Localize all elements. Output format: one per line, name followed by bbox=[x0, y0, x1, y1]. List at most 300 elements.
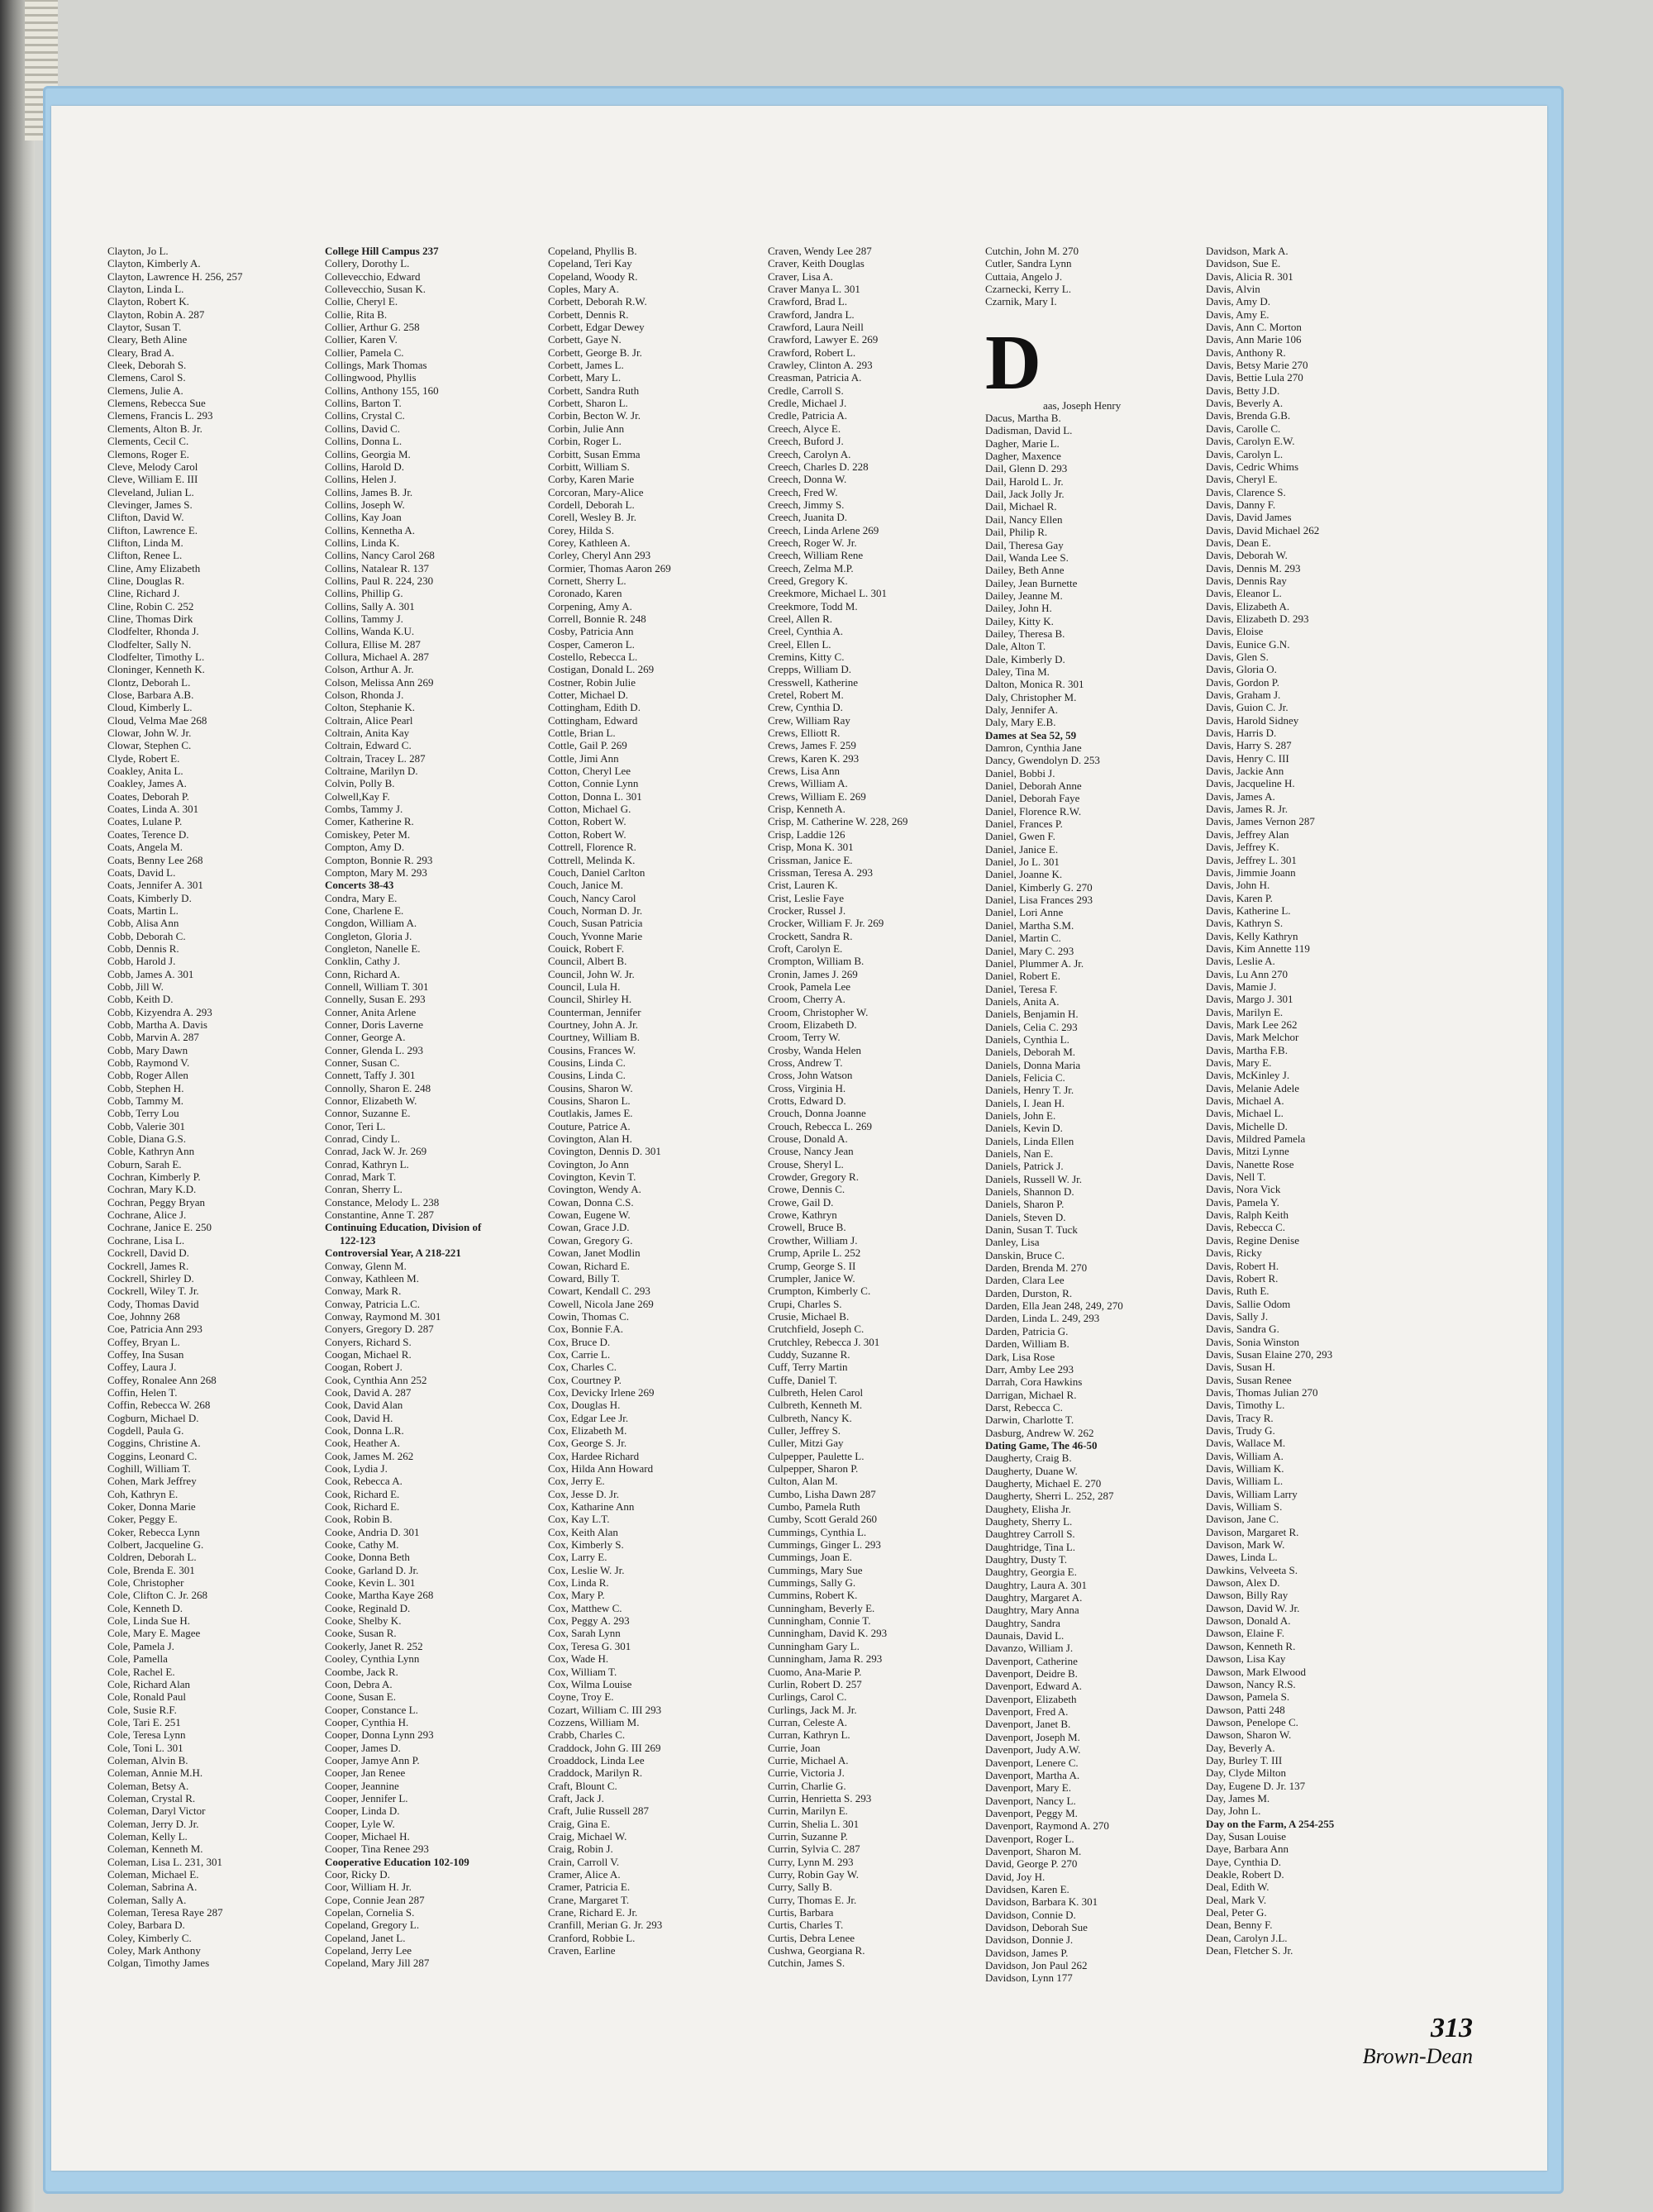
index-entry: Coleman, Alvin B. bbox=[107, 1753, 188, 1766]
index-entry: Cottle, Brian L. bbox=[548, 727, 616, 740]
index-entry: Crump, George S. II bbox=[768, 1259, 856, 1272]
index-entry: Davenport, Catherine bbox=[985, 1654, 1078, 1667]
index-entry: Davenport, Elizabeth bbox=[985, 1692, 1077, 1705]
index-entry: Culbreth, Kenneth M. bbox=[768, 1399, 863, 1412]
index-entry: Cottle, Jimi Ann bbox=[548, 751, 619, 765]
index-entry: Cox, Charles C. bbox=[548, 1361, 617, 1374]
index-entry: Cobb, Martha A. Davis bbox=[107, 1018, 207, 1031]
index-entry: Davenport, Roger L. bbox=[985, 1832, 1074, 1845]
index-entry: Davis, Eloise bbox=[1206, 625, 1264, 638]
index-entry: Credle, Carroll S. bbox=[768, 384, 844, 397]
index-entry: Davis, David Michael 262 bbox=[1206, 523, 1320, 536]
index-entry: Collins, Nancy Carol 268 bbox=[325, 549, 435, 562]
index-entry: Cobb, Marvin A. 287 bbox=[107, 1031, 199, 1044]
index-entry: Davis, Michael A. bbox=[1206, 1094, 1284, 1108]
index-entry: Cockrell, David D. bbox=[107, 1247, 189, 1260]
index-entry: Darden, William B. bbox=[985, 1337, 1069, 1351]
index-entry: Crosby, Wanda Helen bbox=[768, 1043, 862, 1056]
index-entry: Cummings, Mary Sue bbox=[768, 1563, 863, 1576]
index-entry: Daniels, Steven D. bbox=[985, 1210, 1066, 1223]
index-entry: Cloud, Kimberly L. bbox=[107, 701, 193, 714]
index-entry: Davidson, Connie D. bbox=[985, 1908, 1076, 1921]
index-entry: Cushwa, Georgiana R. bbox=[768, 1944, 865, 1957]
index-entry: Daniel, Joanne K. bbox=[985, 868, 1063, 881]
index-entry: Collery, Dorothy L. bbox=[325, 257, 410, 270]
index-entry: Cooke, Kevin L. 301 bbox=[325, 1576, 416, 1590]
index-entry: Colwell,Kay F. bbox=[325, 789, 390, 803]
index-entry: Davis, Sonia Winston bbox=[1206, 1335, 1299, 1348]
index-entry: Coleman, Jerry D. Jr. bbox=[107, 1817, 199, 1830]
index-entry: Davenport, Peggy M. bbox=[985, 1806, 1078, 1819]
index-entry: Curry, Lynn M. 293 bbox=[768, 1855, 854, 1868]
index-entry: Collura, Ellise M. 287 bbox=[325, 637, 421, 651]
index-entry: Davis, Thomas Julian 270 bbox=[1206, 1385, 1318, 1399]
index-entry: Creech, Donna W. bbox=[768, 473, 847, 486]
index-entry: Connett, Taffy J. 301 bbox=[325, 1069, 416, 1082]
index-entry: Clemens, Rebecca Sue bbox=[107, 397, 206, 410]
page-number: 313 bbox=[1431, 2013, 1473, 2043]
index-entry: Coble, Diana G.S. bbox=[107, 1132, 186, 1146]
index-entry: Daugherty, Craig B. bbox=[985, 1452, 1072, 1465]
index-entry: Creel, Cynthia A. bbox=[768, 625, 843, 638]
index-entry: Covington, Dennis D. 301 bbox=[548, 1145, 661, 1158]
index-entry: Clifton, Renee L. bbox=[107, 549, 183, 562]
index-entry: Cooley, Cynthia Lynn bbox=[325, 1652, 420, 1666]
index-entry: Coker, Rebecca Lynn bbox=[107, 1525, 200, 1538]
index-entry: Corbett, Sandra Ruth bbox=[548, 384, 640, 397]
index-entry: Daughtridge, Tina L. bbox=[985, 1540, 1076, 1553]
index-entry: Coombe, Jack R. bbox=[325, 1665, 398, 1678]
index-entry: Davis, Betsy Marie 270 bbox=[1206, 359, 1308, 372]
index-entry: Coats, David L. bbox=[107, 865, 176, 879]
index-entry: Craig, Robin J. bbox=[548, 1843, 613, 1856]
index-entry: Cummings, Ginger L. 293 bbox=[768, 1538, 881, 1552]
index-entry: Craft, Blount C. bbox=[548, 1779, 617, 1792]
index-entry: Conner, Susan C. bbox=[325, 1056, 400, 1069]
index-entry: Day, Clyde Milton bbox=[1206, 1766, 1287, 1780]
index-entry: Clemens, Julie A. bbox=[107, 384, 183, 397]
index-entry: Coats, Angela M. bbox=[107, 841, 183, 854]
index-entry: Crumpler, Janice W. bbox=[768, 1271, 855, 1285]
index-entry: Craft, Jack J. bbox=[548, 1791, 604, 1804]
index-entry: Collins, Wanda K.U. bbox=[325, 625, 415, 638]
index-entry: Conner, George A. bbox=[325, 1031, 406, 1044]
index-entry: Constantine, Anne T. 287 bbox=[325, 1208, 435, 1222]
index-entry: Cooper, Lyle W. bbox=[325, 1817, 395, 1830]
index-entry: Coe, Johnny 268 bbox=[107, 1309, 180, 1323]
index-entry: Cloninger, Kenneth K. bbox=[107, 663, 205, 676]
index-entry: Davis, Susan Renee bbox=[1206, 1373, 1292, 1386]
index-entry: Conway, Raymond M. 301 bbox=[325, 1309, 441, 1323]
index-entry: Crawford, Laura Neill bbox=[768, 321, 864, 334]
index-entry: Daughety, Sherry L. bbox=[985, 1514, 1073, 1528]
index-entry: Dailey, John H. bbox=[985, 602, 1052, 615]
index-entry: Cox, Teresa G. 301 bbox=[548, 1639, 631, 1652]
index-entry: Daughtry, Mary Anna bbox=[985, 1604, 1079, 1617]
index-entry: Conyers, Gregory D. 287 bbox=[325, 1323, 434, 1336]
index-entry: Cuttaia, Angelo J. bbox=[985, 269, 1063, 283]
index-entry: Council, John W. Jr. bbox=[548, 967, 635, 980]
index-entry: Davis, Pamela Y. bbox=[1206, 1195, 1279, 1208]
index-entry: Coon, Debra A. bbox=[325, 1677, 393, 1690]
index-entry: Cunningham, David K. 293 bbox=[768, 1627, 888, 1640]
index-entry: Cobb, Raymond V. bbox=[107, 1056, 190, 1069]
index-entry: Corbett, Deborah R.W. bbox=[548, 295, 647, 308]
index-entry: Craver, Lisa A. bbox=[768, 269, 833, 283]
index-entry: Compton, Mary M. 293 bbox=[325, 865, 427, 879]
index-entry: Clayton, Jo L. bbox=[107, 245, 169, 257]
index-entry: Cox, Wilma Louise bbox=[548, 1677, 632, 1690]
index-entry: Coggins, Leonard C. bbox=[107, 1449, 198, 1462]
index-entry: Cox, Kimberly S. bbox=[548, 1538, 624, 1552]
index-entry: Coats, Martin L. bbox=[107, 903, 179, 917]
index-entry: Cox, Carrie L. bbox=[548, 1347, 611, 1361]
index-entry: Cross, Virginia H. bbox=[768, 1081, 846, 1094]
index-entry: Clowar, Stephen C. bbox=[107, 739, 192, 752]
index-entry: Cleary, Brad A. bbox=[107, 346, 174, 359]
index-entry: Crump, Aprile L. 252 bbox=[768, 1247, 861, 1260]
index-entry: Conner, Anita Arlene bbox=[325, 1005, 417, 1018]
index-entry: Davis, Jeffrey L. 301 bbox=[1206, 853, 1297, 866]
index-entry: Daniels, Donna Maria bbox=[985, 1058, 1081, 1071]
index-entry: Constance, Melody L. 238 bbox=[325, 1195, 440, 1208]
index-entry: Conway, Glenn M. bbox=[325, 1259, 407, 1272]
index-entry: Crutchfield, Joseph C. bbox=[768, 1323, 865, 1336]
index-entry: Curran, Kathryn L. bbox=[768, 1728, 850, 1742]
index-entry: Davis, Karen P. bbox=[1206, 891, 1273, 904]
index-entry: Cline, Douglas R. bbox=[107, 574, 185, 587]
index-entry: Coone, Susan E. bbox=[325, 1690, 396, 1704]
index-entry: Daniels, Cynthia L. bbox=[985, 1032, 1069, 1046]
index-entry: Davis, Betty J.D. bbox=[1206, 384, 1280, 397]
index-entry: Davis, Elizabeth D. 293 bbox=[1206, 612, 1309, 625]
index-entry: College Hill Campus 237 bbox=[325, 245, 439, 257]
index-entry: Davis, Martha F.B. bbox=[1206, 1043, 1288, 1056]
index-entry: Cowan, Gregory G. bbox=[548, 1233, 633, 1247]
index-entry: Cochran, Kimberly P. bbox=[107, 1170, 201, 1184]
index-entry: Davis, Dennis Ray bbox=[1206, 574, 1287, 587]
index-entry: Cox, George S. Jr. bbox=[548, 1437, 627, 1450]
index-entry: Daniels, Celia C. 293 bbox=[985, 1020, 1078, 1033]
index-entry: Cousins, Linda C. bbox=[548, 1056, 626, 1069]
index-entry: Cormier, Thomas Aaron 269 bbox=[548, 561, 671, 574]
index-entry: Dail, Jack Jolly Jr. bbox=[985, 488, 1065, 501]
index-entry: Davis, Brenda G.B. bbox=[1206, 409, 1291, 422]
index-entry: Crew, William Ray bbox=[768, 713, 850, 727]
index-entry: Collins, Crystal C. bbox=[325, 409, 405, 422]
index-entry: Conner, Doris Laverne bbox=[325, 1018, 423, 1031]
index-entry: Collins, Joseph W. bbox=[325, 498, 405, 511]
index-entry: Cox, Katharine Ann bbox=[548, 1500, 635, 1514]
index-entry: Czarnecki, Kerry L. bbox=[985, 283, 1071, 296]
index-entry: Crowe, Gail D. bbox=[768, 1195, 834, 1208]
index-entry: Cowan, Donna C.S. bbox=[548, 1195, 634, 1208]
index-entry: Crew, Cynthia D. bbox=[768, 701, 843, 714]
index-entry: Davis, Susan H. bbox=[1206, 1361, 1275, 1374]
index-entry: Cobb, Jill W. bbox=[107, 980, 164, 993]
index-entry: Cox, Kay L.T. bbox=[548, 1513, 610, 1526]
index-entry: Compton, Amy D. bbox=[325, 841, 405, 854]
index-entry: Copeland, Phyllis B. bbox=[548, 245, 637, 257]
index-entry: Davis, Nora Vick bbox=[1206, 1183, 1281, 1196]
index-entry: Coley, Mark Anthony bbox=[107, 1944, 201, 1957]
index-entry: Cuffe, Daniel T. bbox=[768, 1373, 837, 1386]
index-entry: Cousins, Linda C. bbox=[548, 1069, 626, 1082]
index-column-1 bbox=[107, 245, 243, 1970]
index-entry: Coleman, Annie M.H. bbox=[107, 1766, 203, 1780]
index-entry: Conyers, Richard S. bbox=[325, 1335, 412, 1348]
index-entry: Costner, Robin Julie bbox=[548, 675, 636, 689]
index-entry: Davenport, Judy A.W. bbox=[985, 1743, 1081, 1757]
index-entry: Daughtry, Sandra bbox=[985, 1616, 1060, 1629]
index-entry: Davis, Guion C. Jr. bbox=[1206, 701, 1289, 714]
index-entry: Corbin, Roger L. bbox=[548, 435, 622, 448]
index-entry: Cozzens, William M. bbox=[548, 1715, 640, 1728]
index-entry: Cunningham Gary L. bbox=[768, 1639, 860, 1652]
index-entry: Cowan, Richard E. bbox=[548, 1259, 630, 1272]
index-entry: Dail, Wanda Lee S. bbox=[985, 551, 1069, 564]
index-entry: Day, Burley T. III bbox=[1206, 1753, 1283, 1766]
index-entry: Copeland, Janet L. bbox=[325, 1931, 406, 1944]
index-entry: Collie, Cheryl E. bbox=[325, 295, 398, 308]
index-entry: Darden, Ella Jean 248, 249, 270 bbox=[985, 1299, 1123, 1313]
index-entry: Cranfill, Merian G. Jr. 293 bbox=[548, 1919, 663, 1932]
index-entry: Davis, Henry C. III bbox=[1206, 751, 1289, 765]
index-entry: Cooper, Donna Lynn 293 bbox=[325, 1728, 434, 1742]
index-entry: Collings, Mark Thomas bbox=[325, 359, 427, 372]
index-entry: Davidson, Deborah Sue bbox=[985, 1920, 1088, 1933]
index-entry: Dailey, Beth Anne bbox=[985, 564, 1065, 577]
index-entry: Collie, Rita B. bbox=[325, 307, 388, 321]
index-entry: Cook, Richard E. bbox=[325, 1487, 400, 1500]
index-entry: Davis, Gloria O. bbox=[1206, 663, 1277, 676]
index-entry: Cosper, Cameron L. bbox=[548, 637, 635, 651]
index-entry: Coates, Lulane P. bbox=[107, 815, 183, 828]
index-entry: Crusie, Michael B. bbox=[768, 1309, 850, 1323]
index-entry: Connolly, Sharon E. 248 bbox=[325, 1081, 431, 1094]
index-entry: Cottingham, Edith D. bbox=[548, 701, 641, 714]
index-entry: Coats, Jennifer A. 301 bbox=[107, 879, 203, 892]
index-entry: Davis, Mark Lee 262 bbox=[1206, 1018, 1298, 1031]
index-entry: Currie, Joan bbox=[768, 1741, 821, 1754]
index-entry: Credle, Patricia A. bbox=[768, 409, 848, 422]
index-entry: Cox, Jerry E. bbox=[548, 1475, 605, 1488]
index-entry: Dagher, Marie L. bbox=[985, 436, 1060, 450]
book-binding bbox=[0, 0, 35, 2212]
index-entry: Conrad, Mark T. bbox=[325, 1170, 397, 1184]
index-entry: Daughtry, Margaret A. bbox=[985, 1591, 1083, 1604]
index-entry: Davis, Regine Denise bbox=[1206, 1233, 1300, 1247]
index-entry: Crawley, Clinton A. 293 bbox=[768, 359, 873, 372]
index-entry: Cross, Andrew T. bbox=[768, 1056, 843, 1069]
index-entry: Corbett, Gaye N. bbox=[548, 333, 622, 346]
index-entry: Cox, Courtney P. bbox=[548, 1373, 622, 1386]
index-entry: Cole, Kenneth D. bbox=[107, 1601, 183, 1614]
index-entry: Cox, Hilda Ann Howard bbox=[548, 1462, 654, 1475]
index-entry: Creel, Ellen L. bbox=[768, 637, 831, 651]
index-entry: Culpepper, Paulette L. bbox=[768, 1449, 865, 1462]
index-entry: Couick, Robert F. bbox=[548, 942, 625, 955]
index-entry: Conner, Glenda L. 293 bbox=[325, 1043, 423, 1056]
index-entry: Cogburn, Michael D. bbox=[107, 1411, 199, 1424]
index-entry: Coble, Kathryn Ann bbox=[107, 1145, 195, 1158]
index-entry: Davis, Glen S. bbox=[1206, 651, 1269, 663]
index-entry: Claytor, Susan T. bbox=[107, 321, 182, 334]
index-entry: Clayton, Lawrence H. 256, 257 bbox=[107, 269, 243, 283]
index-entry: Crook, Pamela Lee bbox=[768, 980, 850, 993]
index-entry: Davis, Kelly Kathryn bbox=[1206, 929, 1298, 942]
index-entry: Cleek, Deborah S. bbox=[107, 359, 187, 372]
index-entry: Cole, Christopher bbox=[107, 1576, 184, 1590]
index-entry: Collins, Kay Joan bbox=[325, 511, 402, 524]
index-entry: Creed, Gregory K. bbox=[768, 574, 848, 587]
index-entry: Conor, Teri L. bbox=[325, 1119, 386, 1132]
index-entry: Dail, Glenn D. 293 bbox=[985, 462, 1068, 475]
index-entry: Dawson, Lisa Kay bbox=[1206, 1652, 1286, 1666]
index-entry: Creech, Alyce E. bbox=[768, 422, 841, 435]
index-entry: Creekmore, Todd M. bbox=[768, 599, 858, 613]
index-entry: Davidsen, Karen E. bbox=[985, 1882, 1069, 1895]
index-entry: Crouse, Donald A. bbox=[768, 1132, 848, 1146]
index-entry: Corbett, Edgar Dewey bbox=[548, 321, 645, 334]
index-entry: Cousins, Frances W. bbox=[548, 1043, 636, 1056]
index-entry: Cox, Matthew C. bbox=[548, 1601, 622, 1614]
index-entry: Crocker, William F. Jr. 269 bbox=[768, 917, 884, 930]
index-entry: Coleman, Betsy A. bbox=[107, 1779, 189, 1792]
index-entry: Davis, James A. bbox=[1206, 789, 1275, 803]
index-entry: Davison, Mark W. bbox=[1206, 1538, 1285, 1552]
index-entry: Daniel, Martha S.M. bbox=[985, 918, 1074, 932]
index-entry: Cooke, Andria D. 301 bbox=[325, 1525, 420, 1538]
index-entry: Dawson, Penelope C. bbox=[1206, 1715, 1298, 1728]
index-column-2 bbox=[325, 245, 481, 1970]
index-entry: Cone, Charlene E. bbox=[325, 903, 404, 917]
index-column-4 bbox=[768, 245, 907, 1970]
index-entry: Creech, Buford J. bbox=[768, 435, 844, 448]
index-entry: Coffey, Bryan L. bbox=[107, 1335, 180, 1348]
index-entry: Cooke, Donna Beth bbox=[325, 1551, 410, 1564]
index-entry: Croom, Christopher W. bbox=[768, 1005, 869, 1018]
index-entry: Craver, Keith Douglas bbox=[768, 257, 865, 270]
index-entry: Collins, Sally A. 301 bbox=[325, 599, 415, 613]
index-entry: Collevecchio, Susan K. bbox=[325, 283, 426, 296]
index-entry: Colson, Melissa Ann 269 bbox=[325, 675, 434, 689]
index-entry: Day, Eugene D. Jr. 137 bbox=[1206, 1779, 1306, 1792]
index-entry: Covington, Alan H. bbox=[548, 1132, 632, 1146]
index-entry: Cochrane, Lisa L. bbox=[107, 1233, 185, 1247]
index-entry: Connor, Suzanne E. bbox=[325, 1107, 411, 1120]
index-entry: Cox, Leslie W. Jr. bbox=[548, 1563, 625, 1576]
index-entry: Davis, Alicia R. 301 bbox=[1206, 269, 1293, 283]
index-entry: Corcoran, Mary-Alice bbox=[548, 485, 644, 498]
index-entry: Courtney, John A. Jr. bbox=[548, 1018, 638, 1031]
page-folio bbox=[1363, 2013, 1473, 2069]
index-entry: Davis, Ricky bbox=[1206, 1247, 1262, 1260]
index-entry: Davenport, Deidre B. bbox=[985, 1667, 1078, 1680]
index-entry: Coker, Donna Marie bbox=[107, 1500, 196, 1514]
index-entry: Crowther, William J. bbox=[768, 1233, 858, 1247]
index-entry: Cobb, Terry Lou bbox=[107, 1107, 179, 1120]
index-entry: Davis, Cedric Whims bbox=[1206, 460, 1299, 473]
index-entry: Compton, Bonnie R. 293 bbox=[325, 853, 433, 866]
index-entry: Daniels, Sharon P. bbox=[985, 1198, 1065, 1211]
index-entry: Daniel, Jo L. 301 bbox=[985, 856, 1060, 869]
index-entry: Clifton, Lawrence E. bbox=[107, 523, 198, 536]
index-entry: Cook, Lydia J. bbox=[325, 1462, 388, 1475]
index-entry: Daniel, Teresa F. bbox=[985, 982, 1058, 995]
index-entry: Curlings, Carol C. bbox=[768, 1690, 847, 1704]
index-entry: Davis, Mary E. bbox=[1206, 1056, 1272, 1069]
index-entry: Daniel, Deborah Anne bbox=[985, 779, 1082, 793]
index-entry: Cole, Mary E. Magee bbox=[107, 1627, 201, 1640]
index-entry: Conrad, Jack W. Jr. 269 bbox=[325, 1145, 427, 1158]
index-entry: Clemens, Carol S. bbox=[107, 371, 186, 384]
index-entry: Costigan, Donald L. 269 bbox=[548, 663, 655, 676]
index-entry: Crocker, Russel J. bbox=[768, 903, 846, 917]
index-column-6 bbox=[1206, 245, 1334, 1957]
index-entry: Dailey, Kitty K. bbox=[985, 614, 1054, 627]
index-entry: Currin, Sylvia C. 287 bbox=[768, 1843, 860, 1856]
index-entry: Dawes, Linda L. bbox=[1206, 1551, 1278, 1564]
index-entry: Council, Lula H. bbox=[548, 980, 621, 993]
index-entry: Crews, Elliott R. bbox=[768, 727, 841, 740]
index-entry: Cousins, Sharon L. bbox=[548, 1094, 631, 1108]
index-entry: Currin, Charlie G. bbox=[768, 1779, 846, 1792]
index-entry: Davidson, Mark A. bbox=[1206, 245, 1289, 257]
index-entry: Cutler, Sandra Lynn bbox=[985, 257, 1072, 270]
index-entry: Crumpton, Kimberly C. bbox=[768, 1285, 871, 1298]
index-entry: Collier, Pamela C. bbox=[325, 346, 404, 359]
index-entry: Colbert, Jacqueline G. bbox=[107, 1538, 204, 1552]
index-entry: Conklin, Cathy J. bbox=[325, 955, 401, 968]
index-entry: Clodfelter, Rhonda J. bbox=[107, 625, 199, 638]
index-entry: Davis, Ralph Keith bbox=[1206, 1208, 1289, 1222]
index-entry: Davis, Kathryn S. bbox=[1206, 917, 1284, 930]
index-entry: Cox, Larry E. bbox=[548, 1551, 607, 1564]
index-entry: Davison, Jane C. bbox=[1206, 1513, 1279, 1526]
index-entry: Coffey, Ina Susan bbox=[107, 1347, 184, 1361]
index-entry: Cunningham, Beverly E. bbox=[768, 1601, 875, 1614]
index-entry: Davis, Michelle D. bbox=[1206, 1119, 1288, 1132]
index-entry: Dawson, Nancy R.S. bbox=[1206, 1677, 1296, 1690]
index-entry: Collins, Helen J. bbox=[325, 473, 397, 486]
index-entry: aas, Joseph Henry bbox=[1043, 398, 1122, 412]
index-entry: Cunningham, Jama R. 293 bbox=[768, 1652, 883, 1666]
index-entry: Colton, Stephanie K. bbox=[325, 701, 416, 714]
index-entry: Continuing Education, Division of bbox=[325, 1221, 482, 1234]
index-entry: Davenport, Janet B. bbox=[985, 1718, 1071, 1731]
index-entry: Dadisman, David L. bbox=[985, 424, 1073, 437]
index-entry: Daly, Jennifer A. bbox=[985, 703, 1058, 716]
index-entry: Deal, Edith W. bbox=[1206, 1881, 1270, 1894]
index-entry: Culbreth, Helen Carol bbox=[768, 1385, 864, 1399]
index-entry: Copeland, Gregory L. bbox=[325, 1919, 420, 1932]
index-entry: Dail, Nancy Ellen bbox=[985, 512, 1063, 526]
index-entry: Cutchin, James S. bbox=[768, 1957, 846, 1970]
index-entry: Davidson, James P. bbox=[985, 1946, 1069, 1959]
index-entry: Crouch, Rebecca L. 269 bbox=[768, 1119, 872, 1132]
index-entry: Craig, Gina E. bbox=[548, 1817, 611, 1830]
index-entry: Cramer, Alice A. bbox=[548, 1868, 621, 1881]
index-entry: Daniel, Gwen F. bbox=[985, 830, 1055, 843]
index-entry: Cooper, Linda D. bbox=[325, 1804, 400, 1818]
index-entry: Coyne, Troy E. bbox=[548, 1690, 614, 1704]
index-entry: Dawson, Kenneth R. bbox=[1206, 1639, 1296, 1652]
index-entry: Davis, Tracy R. bbox=[1206, 1411, 1274, 1424]
index-entry: Darr, Amby Lee 293 bbox=[985, 1362, 1074, 1375]
index-entry: Cooke, Martha Kaye 268 bbox=[325, 1589, 434, 1602]
index-entry: Crupi, Charles S. bbox=[768, 1297, 842, 1310]
